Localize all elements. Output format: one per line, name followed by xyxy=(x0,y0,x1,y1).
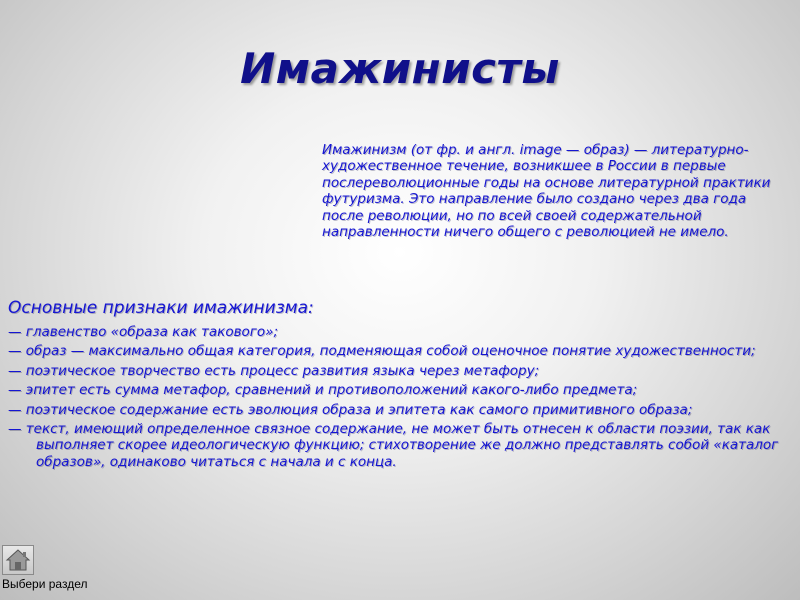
feature-item: — поэтическое творчество есть процесс развития языка через метафору; xyxy=(8,362,540,379)
slide-title: Имажинисты xyxy=(240,44,560,93)
features-section xyxy=(8,298,793,473)
features-heading: Основные признаки имажинизма: xyxy=(8,298,314,318)
choose-section-link[interactable]: Выбери раздел xyxy=(2,577,88,591)
home-button[interactable] xyxy=(2,545,34,575)
definition-paragraph: Имажинизм (от фр. и англ. image — образ) — литературно-художественное течение, возникшее в России в первые послереволюционные годы на основе литературной практики футуризма. Это направление было создано через два года после революции, но по всей своей содержательной направленности ничего общего с революцией не имело. xyxy=(322,142,771,241)
feature-item: — главенство «образа как такового»; xyxy=(8,324,279,340)
feature-item: — эпитет есть сумма метафор, сравнений и противоположений какого-либо предмета; xyxy=(8,382,638,399)
feature-item: — текст, имеющий определенное связное содержание, не может быть отнесен к области поэзии, так как выполняет скорее идеологическую функцию; стихотворение же должно представлять собой «каталог образов», одинаково читаться с начала и с конца. xyxy=(8,421,779,470)
feature-item: — образ — максимально общая категория, подменяющая собой оценочное понятие художественности; xyxy=(8,343,756,360)
feature-item: — поэтическое содержание есть эволюция образа и эпитета как самого примитивного образа; xyxy=(8,401,693,418)
home-icon xyxy=(3,546,33,574)
